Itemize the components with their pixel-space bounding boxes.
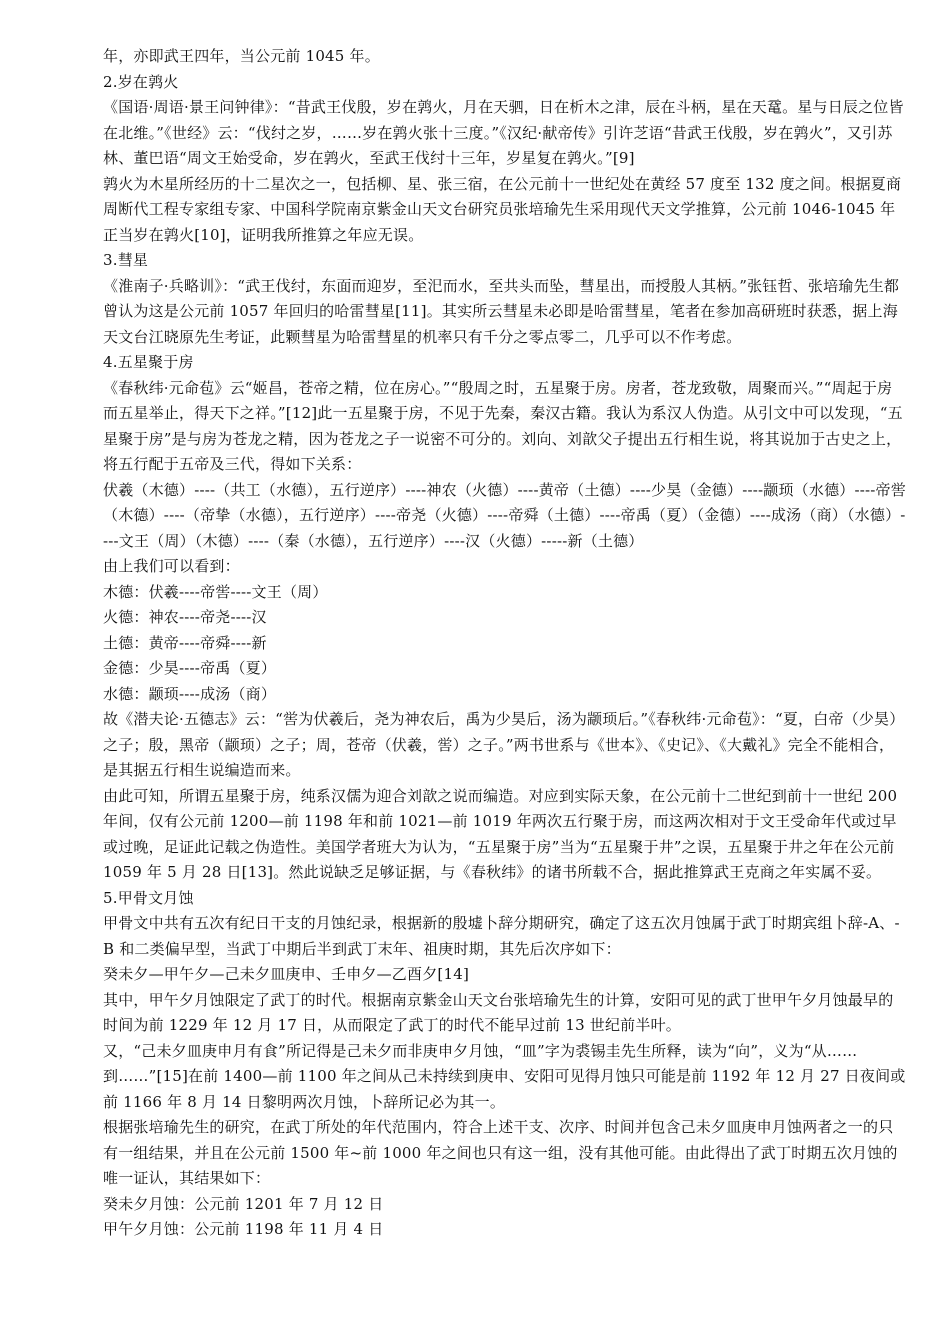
paragraph-jiawu-eclipse: 其中，甲午夕月蚀限定了武丁的时代。根据南京紫金山天文台张培瑜先生的计算，安阳可见的武丁世甲午夕月蚀最早的时间为前 1229 年 12 月 17 日，从而限定了武丁的时代不能早过前 13 世纪前半叶。 xyxy=(103,990,894,1034)
list-item-earth: 土德：黄帝----帝舜----新 xyxy=(103,633,267,652)
paragraph-jiwei-eclipse: 又，“己未夕皿庚申月有食”所记得是己未夕而非庚申夕月蚀，“皿”字为裘锡圭先生所释，读为“向”，义为“从……到……”[15]在前 1400—前 1100 年之间从己未持续到庚申、安阳可见得月蚀只可能是前 1192 年 12 月 27 日夜间或前 1166 年 8 月 14 日黎明两次月蚀，卜辞所记必为其一。 xyxy=(103,1041,906,1111)
list-item-wood: 木德：伏羲----帝喾----文王（周） xyxy=(103,582,328,601)
list-item-jiawu-eclipse: 甲午夕月蚀：公元前 1198 年 11 月 4 日 xyxy=(103,1220,384,1238)
paragraph-oracle-eclipses: 甲骨文中共有五次有纪日干支的月蚀纪录，根据新的殷墟卜辞分期研究，确定了这五次月蚀属于武丁时期宾组卜辞-A、-B 和二类偏早型，当武丁中期后半到武丁末年、祖庚时期，其先后次序如下： xyxy=(103,914,900,958)
paragraph-continuation: 年，亦即武王四年，当公元前 1045 年。 xyxy=(103,47,380,65)
paragraph-conclusion-fang: 由此可知，所谓五星聚于房，纯系汉儒为迎合刘歆之说而编造。对应到实际天象，在公元前十二世纪到前十一世纪 200 年间，仅有公元前 1200—前 1198 年和前 1021—前 1019 年两次五行聚于房，而这两次相对于文王受命年代或过早或过晚，足证此记载之伪造性。美国学者班大为认为，“五星聚于房”当为“五星聚于井”之误，五星聚于井之年在公元前 1059 年 5 月 28 日[13]。然此说缺乏足够证据，与《春秋纬》的诸书所载不合，据此推算武王克商之年实属不妥。 xyxy=(103,786,898,881)
list-item-guiwei-eclipse: 癸未夕月蚀：公元前 1201 年 7 月 12 日 xyxy=(103,1194,384,1213)
section-heading-4: 4.五星聚于房 xyxy=(103,353,194,371)
section-heading-3: 3.彗星 xyxy=(103,251,149,269)
paragraph-five-virtues-sequence: 伏羲（木德）----（共工（水德），五行逆序）----神农（火德）----黄帝（土德）----少昊（金德）----颛顼（水德）----帝喾（木德）----（帝挚（水德），五行逆序）----帝尧（火德）----帝舜（土德）----帝禹（夏）（金德）----成汤（商）（水德）----文王（周）（木德）----（秦（水德），五行逆序）----汉（火德）-----新（土德） xyxy=(103,480,906,550)
section-heading-5: 5.甲骨文月蚀 xyxy=(103,888,194,907)
paragraph-intro-list: 由上我们可以看到： xyxy=(103,557,240,575)
section-heading-2: 2.岁在鹑火 xyxy=(103,72,179,91)
paragraph-qianfulun: 故《潜夫论·五德志》云：“喾为伏羲后，尧为神农后，禹为少昊后，汤为颛顼后。”《春秋纬·元命苞》：“夏，白帝（少昊）之子；殷，黑帝（颛顼）之子；周，苍帝（伏羲，喾）之子。”两书世系与《世本》、《史记》、《大戴礼》完全不能相合，是其据五行相生说编造而来。 xyxy=(103,710,905,779)
paragraph-zhang-research: 根据张培瑜先生的研究，在武丁所处的年代范围内，符合上述干支、次序、时间并包含己未夕皿庚申月蚀两者之一的只有一组结果，并且在公元前 1500 年~前 1000 年之间也只有这一组，没有其他可能。由此得出了武丁时期五次月蚀的唯一证认，其结果如下： xyxy=(103,1118,898,1187)
list-item-metal: 金德：少昊----帝禹（夏） xyxy=(103,659,277,677)
paragraph-guoyu-quote: 《国语·周语·景王问钟律》：“昔武王伐殷，岁在鹑火，月在天驷，日在析木之津，辰在斗柄，星在天鼋。星与日辰之位皆在北维。”《世经》云：“伐纣之岁，……岁在鹑火张十三度。”《汉纪·献帝传》引许芝语“昔武王伐殷，岁在鹑火”，又引苏林、董巴语“周文王始受命，岁在鹑火，至武王伐纣十三年，岁星复在鹑火。”[9] xyxy=(103,98,904,167)
paragraph-eclipse-sequence: 癸未夕—甲午夕—己未夕皿庚申、壬申夕—乙酉夕[14] xyxy=(103,965,469,983)
paragraph-comet: 《淮南子·兵略训》：“武王伐纣，东面而迎岁，至汜而水，至共头而坠，彗星出，而授殷人其柄。”张钰哲、张培瑜先生都曾认为这是公元前 1057 年回归的哈雷彗星[11]。其实所云彗星未必即是哈雷彗星，笔者在参加高研班时获悉，据上海天文台江晓原先生考证，此颗彗星为哈雷彗星的机率只有千分之零点零二，几乎可以不作考虑。 xyxy=(103,276,900,346)
paragraph-chunhuo-explanation: 鹑火为木星所经历的十二星次之一，包括柳、星、张三宿，在公元前十一世纪处在黄经 57 度至 132 度之间。根据夏商周断代工程专家组专家、中国科学院南京紫金山天文台研究员张培瑜先生采用现代天文学推算，公元前 1046-1045 年正当岁在鹑火[10]，证明我所推算之年应无误。 xyxy=(103,174,902,244)
list-item-fire: 火德：神农----帝尧----汉 xyxy=(103,608,267,626)
list-item-water: 水德：颛顼----成汤（商） xyxy=(103,684,277,703)
paragraph-chunqiuwei: 《春秋纬·元命苞》云“姬昌，苍帝之精，位在房心。”“殷周之时，五星聚于房。房者，苍龙致敬，周聚而兴。”“周起于房而五星举止，得天下之祥。”[12]此一五星聚于房，不见于先秦，秦汉古籍。我认为系汉人伪造。从引文中可以发现，“五星聚于房”是与房为苍龙之精，因为苍龙之子一说密不可分的。刘向、刘歆父子提出五行相生说，将其说加于古史之上，将五行配于五帝及三代，得如下关系： xyxy=(103,378,903,473)
